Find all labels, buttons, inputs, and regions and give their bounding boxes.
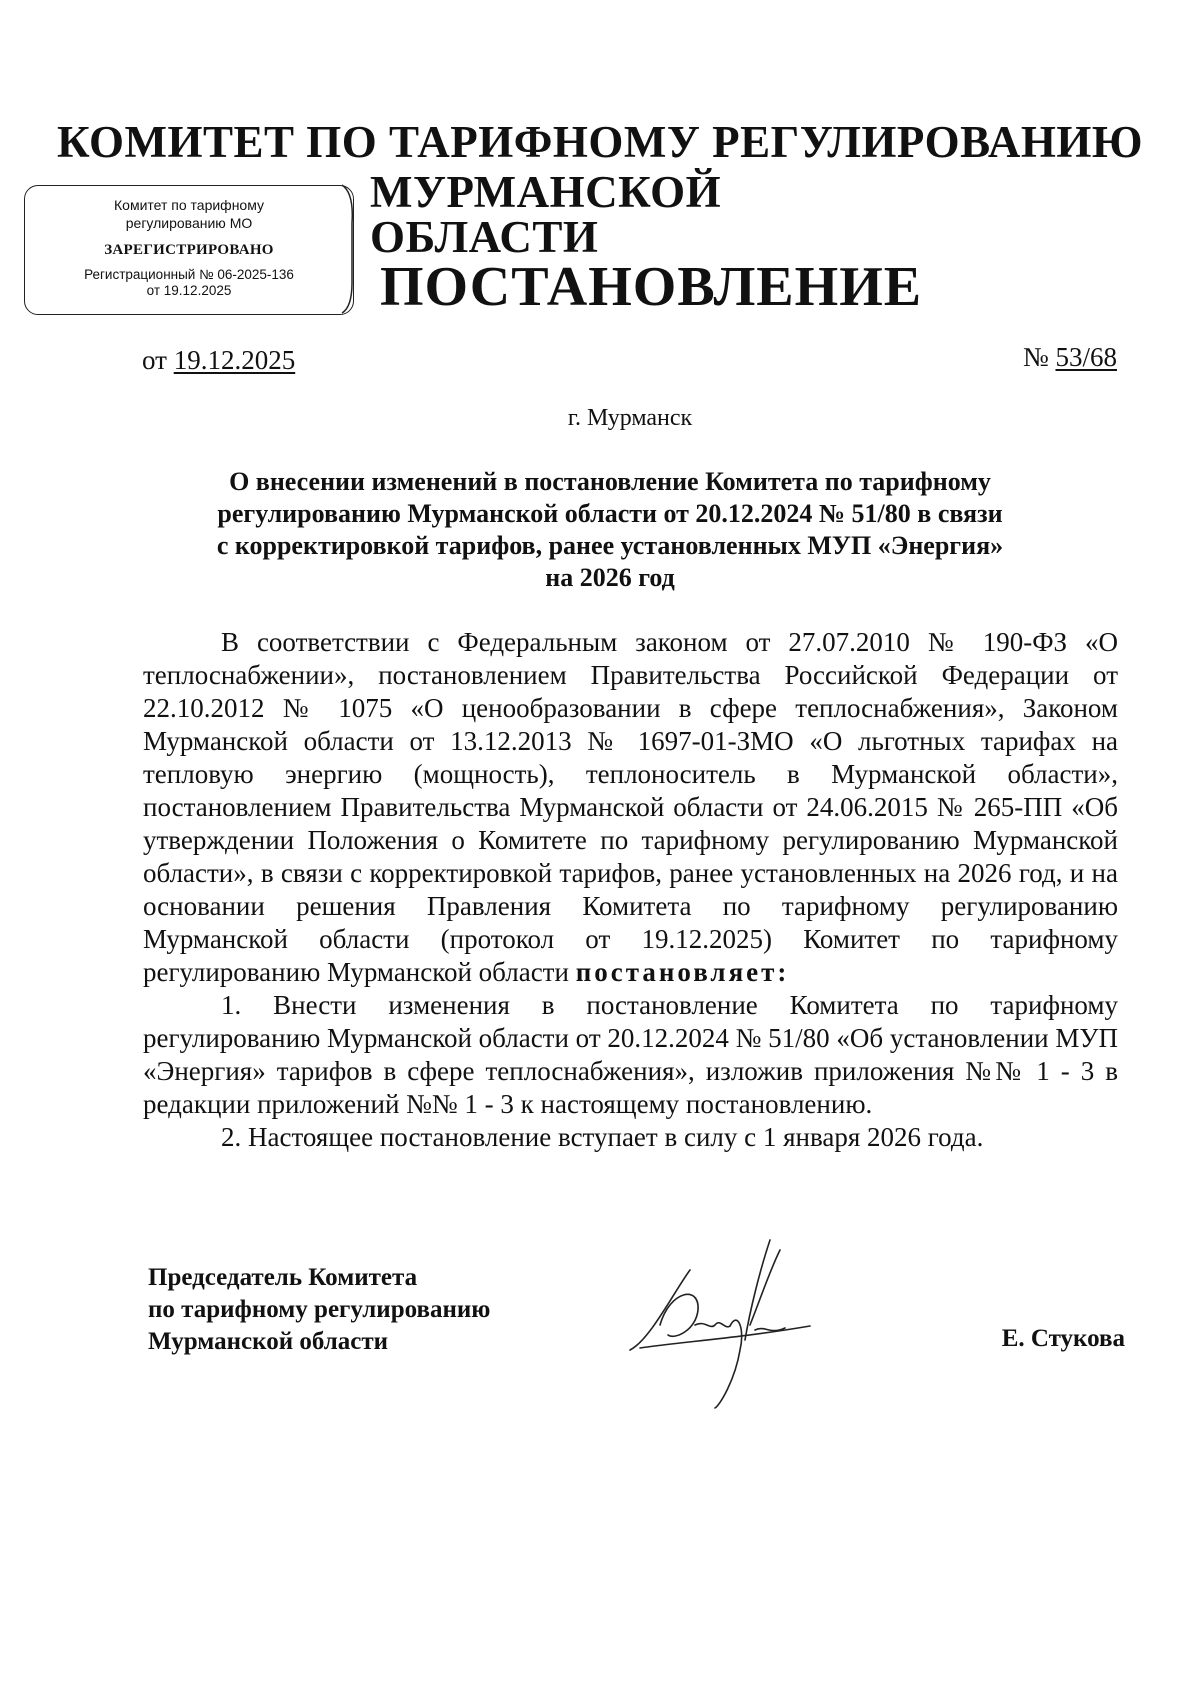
stamp-status: ЗАРЕГИСТРИРОВАНО — [104, 242, 274, 258]
date-prefix: от — [142, 345, 167, 375]
date-value: 19.12.2025 — [173, 345, 296, 375]
document-number — [1023, 342, 1117, 373]
stamp-bracket — [340, 183, 370, 315]
title-line: с корректировкой тарифов, ранее установленных МУП «Энергия» — [216, 531, 1004, 560]
title-line: на 2026 год — [545, 563, 675, 592]
document-body — [143, 626, 1118, 1154]
registration-stamp — [24, 185, 354, 315]
city-line: г. Мурманск — [567, 405, 693, 431]
position-line: Мурманской области — [148, 1328, 389, 1355]
document-date — [142, 345, 295, 376]
preamble-paragraph — [143, 626, 1118, 989]
decree-item-2: 2. Настоящее постановление вступает в силу с 1 января 2026 года. — [221, 1122, 984, 1152]
number-value: 53/68 — [1055, 342, 1117, 372]
document-title — [150, 466, 1070, 594]
decree-word: постановляет: — [575, 957, 790, 987]
stamp-reg-date: от 19.12.2025 — [146, 283, 232, 298]
stamp-org-line2: регулированию МО — [125, 215, 253, 231]
title-line: О внесении изменений в постановление Комитета по тарифному — [229, 467, 991, 496]
number-prefix: № — [1022, 342, 1049, 372]
organization-title-line1: КОМИТЕТ ПО ТАРИФНОМУ РЕГУЛИРОВАНИЮ — [56, 117, 1144, 167]
signer-position — [148, 1262, 490, 1358]
title-line: регулированию Мурманской области от 20.12.2024 № 51/80 в связи — [217, 499, 1003, 528]
stamp-reg-number: Регистрационный № 06-2025-136 — [84, 267, 294, 282]
preamble-text: В соответствии с Федеральным законом от 27.07.2010 № 190-ФЗ «О теплоснабжении», постановлением Правительства Российской Федерации от 22.10.2012 № 1075 «О ценообразовании в сфере теплоснабжения», Законом Мурманской области от 13.12.2013 № 1697-01-ЗМО «О льготных тарифах на тепловую энергию (мощность), теплоноситель в Мурманской области», постановлением Правительства Мурманской области от 24.06.2015 № 265-ПП «Об утверждении Положения о Комитете по тарифному регулированию Мурманской области», в связи с корректировкой тарифов, ранее установленных на 2026 год, и на основании решения Правления Комитета по тарифному регулированию Мурманской области (протокол от 19.12.2025) Комитет по тарифному регулированию Мурманской области — [143, 627, 1118, 987]
decree-item-1: 1. Внести изменения в постановление Комитета по тарифному регулированию Мурманской области от 20.12.2024 № 51/80 «Об установлении МУП «Энергия» тарифов в сфере теплоснабжения», изложив приложения №№ 1 - 3 в редакции приложений №№ 1 - 3 к настоящему постановлению. — [143, 990, 1118, 1119]
document-type-title: ПОСТАНОВЛЕНИЕ — [380, 256, 923, 318]
handwritten-signature — [620, 1230, 860, 1410]
organization-title-line2: МУРМАНСКОЙ ОБЛАСТИ — [370, 167, 722, 262]
position-line: Председатель Комитета — [148, 1264, 418, 1291]
signer-name: Е. Стукова — [1001, 1325, 1125, 1352]
stamp-org-line1: Комитет по тарифному — [114, 197, 264, 213]
position-line: по тарифному регулированию — [148, 1296, 491, 1323]
